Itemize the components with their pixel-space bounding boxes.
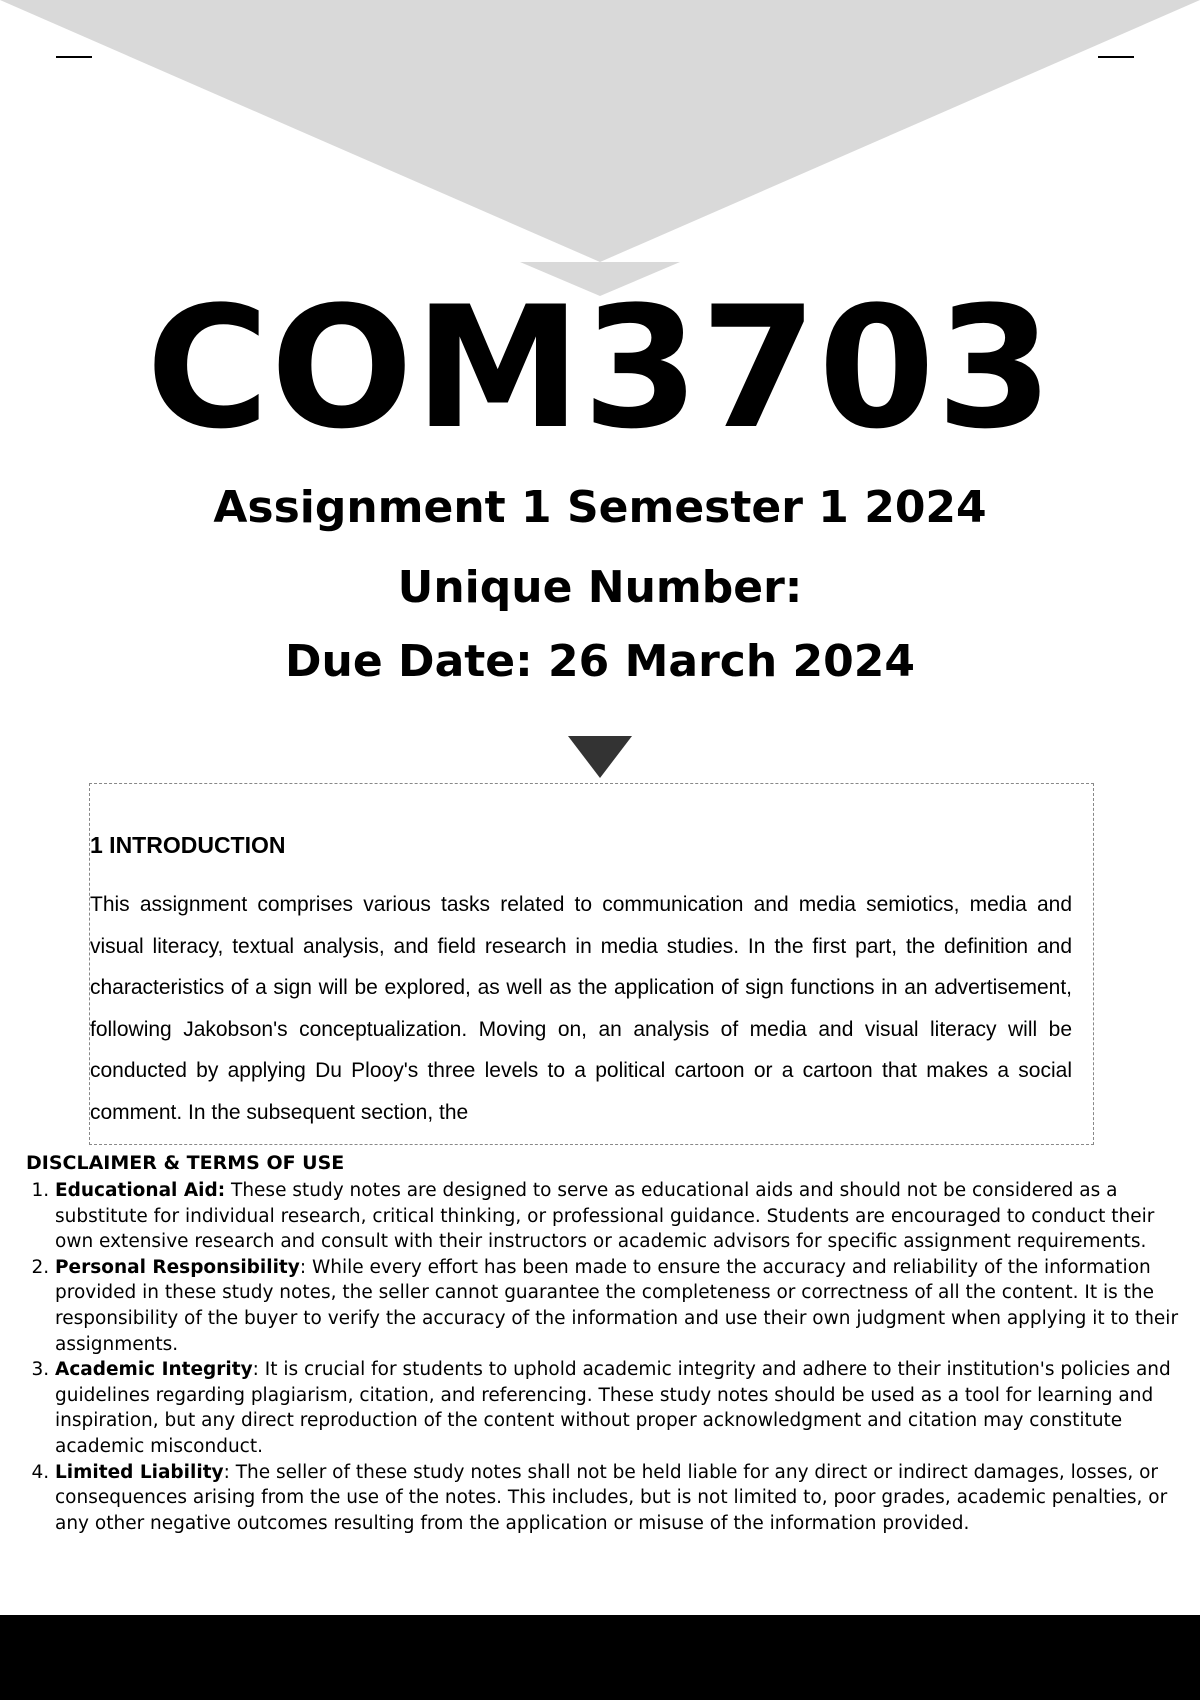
course-code-title: COM3703 [146, 270, 1054, 466]
corner-mark-right [1098, 56, 1134, 58]
disclaimer-list [26, 1178, 1186, 1536]
preview-body-text: This assignment comprises various tasks related to communication and media semiotics, media and visual literacy, textual analysis, and field research in media studies. In the first part, the definition and characteristics of a sign will be explored, as well as the application of sign functions in an advertisement, following Jakobson's conceptualization. Moving on, an analysis of media and visual literacy will be conducted by applying Du Plooy's three levels to a political cartoon or a cartoon that makes a social comment. In the subsequent section, the [90, 893, 1072, 1124]
preview-heading: 1 INTRODUCTION [90, 832, 286, 858]
decorative-chevron [0, 0, 1200, 300]
disclaimer-section [26, 1150, 1186, 1536]
assignment-subtitle: Assignment 1 Semester 1 2024 [213, 482, 987, 533]
document-preview-box [89, 783, 1094, 1145]
unique-number-label: Unique Number: [397, 562, 803, 613]
disclaimer-term: Academic Integrity [55, 1359, 253, 1381]
disclaimer-text: : While every effort has been made to ensure the accuracy and reliability of the information provided in these study notes, the seller cannot guarantee the completeness or correctness of all the content. It is the responsibility of the buyer to verify the accuracy of the information and use their own judgment when applying it to their assignments. [55, 1256, 1179, 1355]
disclaimer-text: : The seller of these study notes shall not be held liable for any direct or indirect damages, losses, or consequences arising from the use of the notes. This includes, but is not limited to, poor grades, academic penalties, or any other negative outcomes resulting from the application or misuse of the information provided. [55, 1461, 1168, 1534]
disclaimer-term: Educational Aid: [55, 1180, 226, 1201]
disclaimer-title: DISCLAIMER & TERMS OF USE [26, 1152, 345, 1174]
corner-mark-left [56, 56, 92, 58]
list-item [55, 1255, 1186, 1357]
down-arrow-icon [568, 736, 632, 778]
disclaimer-term: Limited Liability [55, 1461, 224, 1483]
list-item [55, 1460, 1186, 1537]
disclaimer-text: These study notes are designed to serve as educational aids and should not be considered as a substitute for individual research, critical thinking, or professional guidance. Students are encouraged to conduct their own extensive research and consult with their instructors or academic advisors for specific assignment requirements. [55, 1180, 1155, 1253]
disclaimer-term: Personal Responsibility [55, 1256, 300, 1278]
list-item [55, 1178, 1186, 1255]
footer-bar [0, 1615, 1200, 1700]
disclaimer-text: : It is crucial for students to uphold academic integrity and adhere to their institution's policies and guidelines regarding plagiarism, citation, and referencing. These study notes should be used as a tool for learning and inspiration, but any direct reproduction of the content without proper acknowledgment and citation may constitute academic misconduct. [55, 1359, 1171, 1457]
list-item [55, 1357, 1186, 1459]
due-date-label: Due Date: 26 March 2024 [285, 636, 915, 687]
